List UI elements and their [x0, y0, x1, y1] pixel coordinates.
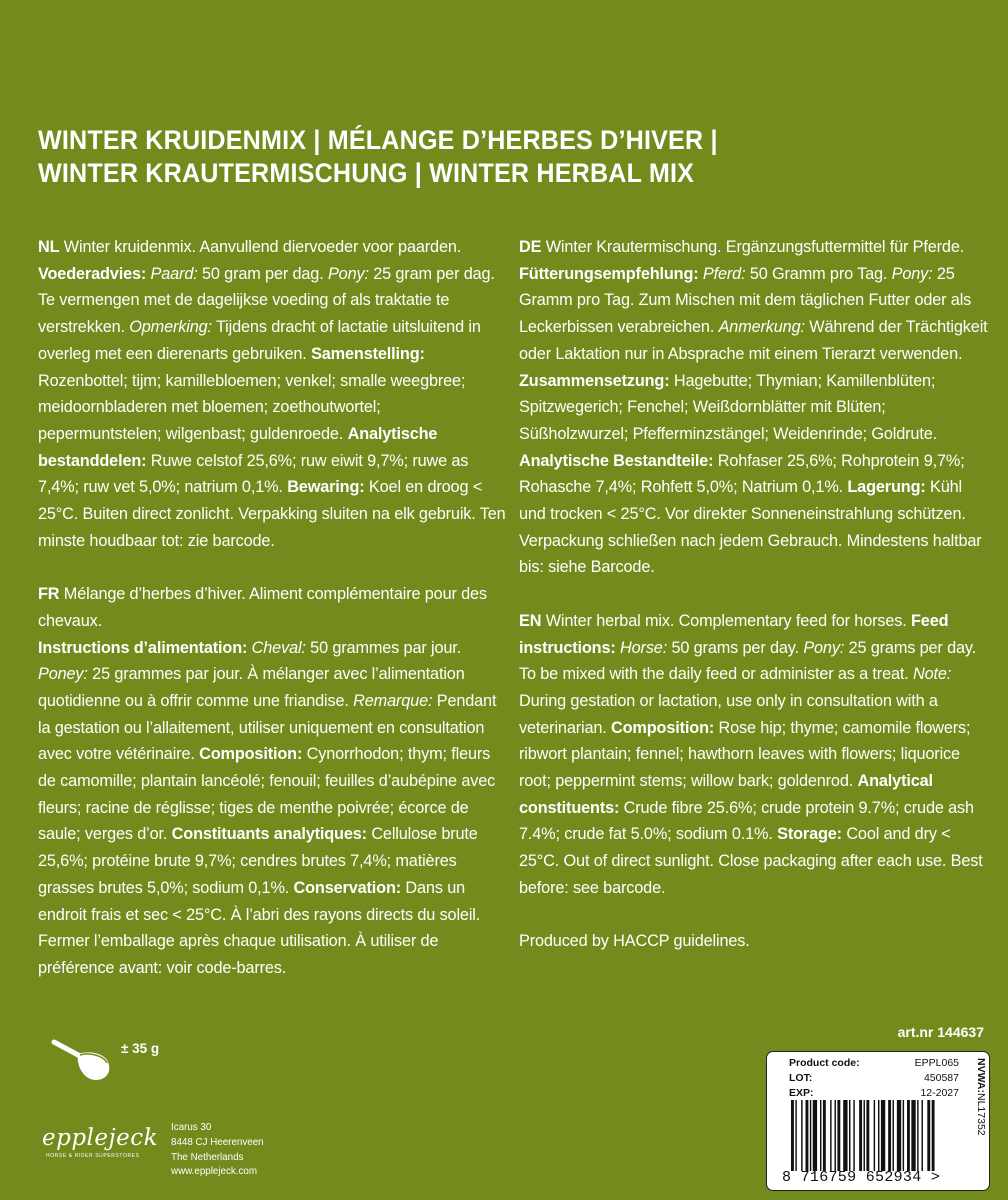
barcode-bar: [813, 1100, 817, 1171]
intro-text: Mélange d’herbes d’hiver. Aliment complémentaire pour des chevaux.: [38, 585, 487, 630]
barcode-bar: [835, 1100, 836, 1171]
pony-label: Pony:: [327, 264, 369, 283]
exp-value: 12-2027: [920, 1087, 959, 1099]
barcode-bar: [791, 1100, 794, 1171]
analytical-label: Analytical constituents:: [519, 772, 933, 817]
analytical-text: Crude fibre 25.6%; crude protein 9.7%; crude ash 7.4%; crude fat 5.0%; sodium 0.1%.: [519, 798, 974, 844]
barcode-bar: [893, 1100, 894, 1171]
barcode-bar: [911, 1100, 915, 1171]
horse-label: Pferd:: [698, 264, 746, 283]
barcode-bar: [859, 1100, 862, 1171]
composition-label: Samenstelling:: [311, 344, 425, 363]
barcode-bar: [874, 1100, 875, 1171]
composition-text: Rozenbottel; tijm; kamillebloemen; venkel; smalle weegbree; meidoornbladeren met bloemen; zoethoutwortel; pepermuntstelen; wilgenbast; guldenroede.: [38, 371, 466, 443]
barcode-bar: [843, 1100, 847, 1171]
title-line-1: WINTER KRUIDENMIX | MÉLANGE D’HERBES D’HIVER |: [38, 125, 718, 155]
product-code-label: Product code:: [789, 1057, 860, 1069]
barcode-digits: 8 716759 652934 >: [782, 1169, 941, 1186]
pony-text: 25 grammes par jour. À mélanger avec l’alimentation quotidienne ou à offrir comme une friandise.: [38, 665, 465, 710]
pony-label: Pony:: [803, 638, 845, 657]
feed-label: Feed instructions:: [519, 611, 949, 657]
note-text: Tijdens dracht of lactatie uitsluitend in overleg met een dierenarts gebruiken.: [38, 318, 481, 363]
note-label: Opmerking:: [129, 318, 212, 337]
analytical-label: Constituants analytiques:: [171, 825, 367, 844]
lang-code-de: DE: [519, 238, 542, 256]
barcode-bar: [823, 1100, 826, 1171]
barcode-bar: [806, 1100, 809, 1171]
epplejeck-logo: [42, 1125, 159, 1159]
composition-text: Cynorrhodon; thym; fleurs de camomille; plantain lancéolé; fenouil; feuilles d’aubépine avec fleurs; racine de réglisse; tiges de menthe poivrée; écorce de saule; verges d’or.: [38, 745, 496, 844]
section-en: [519, 608, 989, 902]
intro-text: Winter kruidenmix. Aanvullend diervoeder voor paarden.: [59, 238, 462, 256]
logo-tagline: HORSE & RIDER SUPERSTORES: [46, 1153, 140, 1159]
address-street: Icarus 30: [171, 1122, 212, 1133]
barcode-bar: [837, 1100, 840, 1171]
composition-label: Zusammensetzung:: [519, 371, 670, 390]
section-fr: [38, 581, 508, 982]
pony-label: Poney:: [38, 665, 88, 684]
barcode-bar: [849, 1100, 850, 1171]
horse-text: 50 grammes par jour.: [305, 638, 462, 657]
storage-text: Koel en droog < 25°C. Buiten direct zonlicht. Verpakking sluiten na elk gebruik. Ten minste houdbaar tot: zie barcode.: [38, 478, 506, 550]
horse-text: 50 Gramm pro Tag.: [745, 264, 892, 283]
barcode-bar: [820, 1100, 821, 1171]
nvwa-value: NL17352: [975, 1093, 987, 1136]
storage-label: Bewaring:: [287, 478, 365, 497]
barcode-bar: [801, 1100, 802, 1171]
exp-label: EXP:: [789, 1087, 814, 1099]
lot-label: LOT:: [789, 1072, 813, 1084]
section-de: [519, 234, 989, 581]
barcode-bar: [878, 1100, 879, 1171]
barcode: [789, 1100, 969, 1171]
barcode-bar: [907, 1100, 910, 1171]
barcode-bar: [853, 1100, 854, 1171]
analytical-text: Rohfaser 25,6%; Rohprotein 9,7%; Rohasche 7,4%; Rohfett 5,0%; Natrium 0,1%.: [519, 451, 965, 497]
composition-label: Composition:: [199, 745, 303, 764]
pony-text: 25 Gramm pro Tag. Zum Mischen mit dem täglichen Futter oder als Leckerbissen verabreichen.: [519, 264, 972, 337]
barcode-bar: [932, 1100, 935, 1171]
analytical-label: Analytische Bestandteile:: [519, 451, 714, 470]
product-code-row: [789, 1057, 959, 1069]
barcode-bar: [922, 1100, 923, 1171]
horse-label: Paard:: [146, 264, 198, 283]
horse-text: 50 gram per dag.: [197, 264, 328, 283]
note-label: Anmerkung:: [718, 318, 805, 337]
storage-label: Storage:: [777, 825, 842, 844]
pony-label: Pony:: [891, 264, 933, 283]
barcode-bar: [795, 1100, 796, 1171]
barcode-bar: [897, 1100, 901, 1171]
composition-text: Rose hip; thyme; camomile flowers; ribwort plantain; fennel; hawthorn leaves with flowers; liquorice root; peppermint stems; willow bark; goldenrod.: [519, 718, 971, 791]
left-column: [38, 234, 508, 1008]
pony-text: 25 gram per dag. Te vermengen met de dagelijkse voeding of als traktatie te verstrekken.: [38, 264, 495, 337]
feed-label: Instructions d’alimentation:: [38, 638, 248, 657]
composition-text: Hagebutte; Thymian; Kamillenblüten; Spitzwegerich; Fenchel; Weißdornblätter mit Blüten; Süßholzwurzel; Pfefferminzstängel; Weidenrinde; Goldrute.: [519, 371, 937, 443]
barcode-bar: [917, 1100, 918, 1171]
horse-label: Cheval:: [247, 638, 306, 657]
pony-text: 25 grams per day. To be mixed with the daily feed or administer as a treat.: [519, 638, 977, 684]
barcode-bar: [881, 1100, 885, 1171]
horse-label: Horse:: [615, 638, 668, 657]
lang-code-fr: FR: [38, 585, 60, 604]
note-label: Remarque:: [353, 691, 433, 710]
lot-row: [789, 1072, 959, 1084]
lang-code-nl: NL: [38, 238, 60, 256]
barcode-bar: [888, 1100, 891, 1171]
intro-text: Winter herbal mix. Complementary feed for horses.: [541, 611, 912, 630]
storage-label: Lagerung:: [847, 478, 926, 497]
nvwa-number: [975, 1058, 987, 1136]
product-label: [766, 1051, 990, 1191]
scoop-weight: ± 35 g: [121, 1041, 160, 1056]
article-number: art.nr 144637: [897, 1024, 984, 1040]
barcode-bar: [866, 1100, 869, 1171]
nvwa-label: NVWA:: [975, 1058, 987, 1093]
lang-code-en: EN: [519, 611, 542, 630]
note-text: During gestation or lactation, use only in consultation with a veterinarian.: [519, 691, 938, 737]
address-city: 8448 CJ Heerenveen: [171, 1136, 264, 1148]
storage-text: Kühl und trocken < 25°C. Vor direkter Sonneneinstrahlung schützen. Verpackung schließen nach jedem Gebrauch. Mindestens haltbar bis: siehe Barcode.: [519, 478, 982, 577]
barcode-bar: [830, 1100, 831, 1171]
exp-row: [789, 1087, 959, 1099]
barcode-bar: [903, 1100, 904, 1171]
address-country: The Netherlands: [171, 1151, 244, 1163]
right-column: [519, 234, 989, 982]
note-text: Während der Trächtigkeit oder Laktation nur in Absprache mit einem Tierarzt verwenden.: [519, 318, 988, 363]
section-nl: [38, 234, 508, 554]
storage-text: Cool and dry < 25°C. Out of direct sunlight. Close packaging after each use. Best before: see barcode.: [519, 825, 983, 897]
product-code-value: EPPL065: [914, 1057, 959, 1069]
feed-label: Voederadvies:: [38, 264, 147, 283]
composition-label: Composition:: [611, 718, 715, 737]
address-website[interactable]: www.epplejeck.com: [171, 1166, 258, 1178]
storage-text: Dans un endroit frais et sec < 25°C. À l’abri des rayons directs du soleil. Fermer l’emballage après chaque utilisation. À utiliser de préférence avant: voir code-barres.: [38, 878, 481, 977]
barcode-bar: [810, 1100, 811, 1171]
title-line-2: WINTER KRAUTERMISCHUNG | WINTER HERBAL MIX: [38, 158, 695, 188]
note-text: Pendant la gestation ou l’allaitement, utiliser uniquement en consultation avec votre vétérinaire.: [38, 691, 497, 764]
logo-wordmark: epplejeck: [42, 1125, 159, 1151]
haccp-note: Produced by HACCP guidelines.: [519, 932, 750, 951]
analytical-text: Cellulose brute 25,6%; protéine brute 9,7%; cendres brutes 7,4%; matières grasses brutes 5,0%; sodium 0,1%.: [38, 825, 478, 897]
barcode-bar: [864, 1100, 865, 1171]
barcode-bar: [927, 1100, 930, 1171]
analytical-text: Ruwe celstof 25,6%; ruw eiwit 9,7%; ruwe as 7,4%; ruw vet 5,0%; natrium 0,1%.: [38, 451, 469, 497]
intro-text: Winter Krautermischung. Ergänzungsfuttermittel für Pferde.: [541, 238, 965, 256]
product-title: [38, 124, 912, 190]
horse-text: 50 grams per day.: [667, 638, 804, 657]
scoop-icon: [50, 1036, 112, 1084]
storage-label: Conservation:: [293, 878, 402, 897]
analytical-label: Analytische bestanddelen:: [38, 424, 438, 470]
lot-value: 450587: [923, 1072, 959, 1084]
note-label: Note:: [913, 665, 952, 684]
feed-label: Fütterungsempfehlung:: [519, 264, 699, 283]
company-address: [171, 1121, 264, 1180]
